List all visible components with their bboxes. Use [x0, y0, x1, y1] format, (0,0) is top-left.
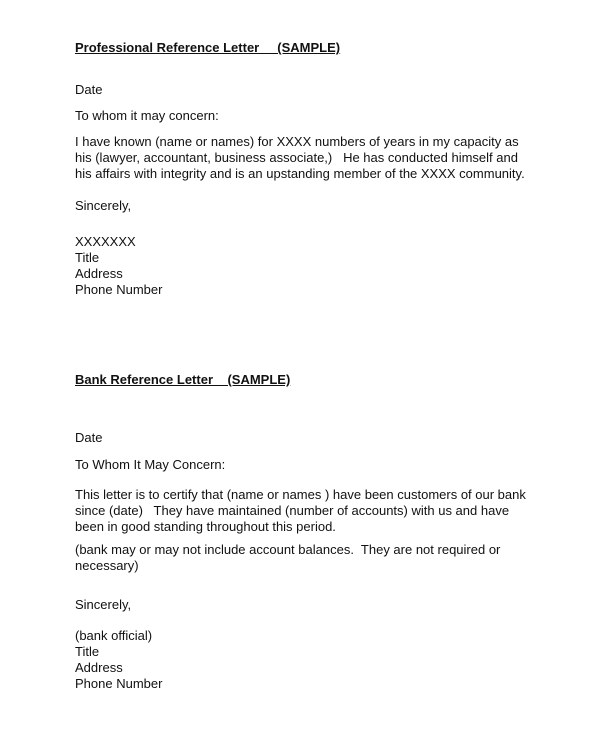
signature-line: XXXXXXX [75, 234, 136, 249]
bank-reference-letter [75, 372, 530, 692]
signature-line: Address [75, 660, 123, 675]
date-line: Date [75, 82, 103, 97]
closing: Sincerely, [75, 198, 132, 213]
professional-reference-letter [75, 40, 530, 298]
closing: Sincerely, [75, 597, 132, 612]
signature-line: Title [75, 644, 100, 659]
signature-line: Phone Number [75, 676, 163, 691]
signature-line: Phone Number [75, 282, 163, 297]
signature-line: Address [75, 266, 123, 281]
professional-letter-heading: Professional Reference Letter (SAMPLE) [75, 40, 341, 55]
letter-note: (bank may or may not include account balances. They are not required or necessary) [75, 542, 505, 573]
salutation: To whom it may concern: [75, 108, 219, 123]
salutation: To Whom It May Concern: [75, 457, 226, 472]
letter-body: This letter is to certify that (name or names ) have been customers of our bank since (date) They have maintained (number of accounts) with us and have been in good standing throughout this period. [75, 487, 530, 534]
signature-line: Title [75, 250, 100, 265]
signature-line: (bank official) [75, 628, 153, 643]
bank-letter-heading: Bank Reference Letter (SAMPLE) [75, 372, 291, 387]
letter-body: I have known (name or names) for XXXX numbers of years in my capacity as his (lawyer, accountant, business associate,) He has conducted himself and his affairs with integrity and is an upstanding member of the XXXX community. [75, 134, 525, 181]
date-line: Date [75, 430, 103, 445]
signature-block [75, 628, 530, 692]
signature-block [75, 234, 530, 298]
